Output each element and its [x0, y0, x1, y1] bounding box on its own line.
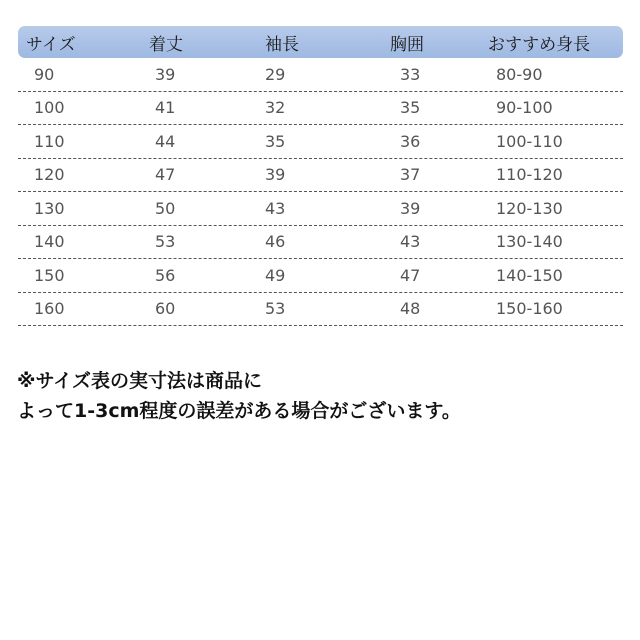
table-row	[18, 192, 623, 226]
cell-chest: 33	[400, 64, 421, 84]
size-note	[17, 366, 627, 426]
table-row	[18, 159, 623, 193]
cell-length: 44	[155, 131, 176, 151]
cell-sleeve: 43	[265, 198, 286, 218]
cell-recommended-height: 150-160	[496, 299, 563, 319]
cell-recommended-height: 100-110	[496, 131, 563, 151]
cell-size: 110	[34, 131, 65, 151]
cell-size: 150	[34, 265, 65, 285]
cell-sleeve: 29	[265, 64, 286, 84]
cell-chest: 36	[400, 131, 421, 151]
table-row	[18, 259, 623, 293]
cell-size: 90	[34, 64, 55, 84]
cell-sleeve: 53	[265, 299, 286, 319]
cell-length: 56	[155, 265, 176, 285]
header-sleeve: 袖長	[265, 34, 299, 55]
note-line-2: よって1-3cm程度の誤差がある場合がございます。	[17, 400, 461, 422]
cell-length: 60	[155, 299, 176, 319]
cell-length: 47	[155, 165, 176, 185]
cell-chest: 43	[400, 232, 421, 252]
table-body	[18, 58, 623, 326]
cell-chest: 48	[400, 299, 421, 319]
cell-length: 53	[155, 232, 176, 252]
cell-chest: 39	[400, 198, 421, 218]
size-table	[18, 26, 623, 326]
cell-chest: 35	[400, 98, 421, 118]
cell-size: 130	[34, 198, 65, 218]
cell-sleeve: 32	[265, 98, 286, 118]
table-row	[18, 226, 623, 260]
cell-length: 50	[155, 198, 176, 218]
cell-recommended-height: 130-140	[496, 232, 563, 252]
table-header-row	[18, 26, 623, 58]
cell-size: 160	[34, 299, 65, 319]
cell-sleeve: 39	[265, 165, 286, 185]
cell-chest: 47	[400, 265, 421, 285]
cell-sleeve: 46	[265, 232, 286, 252]
header-chest: 胸囲	[390, 34, 424, 55]
note-line-1: ※サイズ表の実寸法は商品に	[17, 370, 262, 392]
header-recommended-height: おすすめ身長	[488, 34, 591, 55]
cell-size: 120	[34, 165, 65, 185]
cell-chest: 37	[400, 165, 421, 185]
cell-size: 140	[34, 232, 65, 252]
table-row	[18, 293, 623, 327]
table-row	[18, 125, 623, 159]
cell-recommended-height: 140-150	[496, 265, 563, 285]
cell-sleeve: 35	[265, 131, 286, 151]
cell-recommended-height: 110-120	[496, 165, 563, 185]
header-size: サイズ	[26, 34, 76, 55]
cell-sleeve: 49	[265, 265, 286, 285]
cell-length: 41	[155, 98, 176, 118]
cell-recommended-height: 120-130	[496, 198, 563, 218]
cell-length: 39	[155, 64, 176, 84]
table-row	[18, 92, 623, 126]
cell-size: 100	[34, 98, 65, 118]
header-length: 着丈	[149, 34, 183, 55]
cell-recommended-height: 90-100	[496, 98, 553, 118]
cell-recommended-height: 80-90	[496, 64, 543, 84]
table-row	[18, 58, 623, 92]
